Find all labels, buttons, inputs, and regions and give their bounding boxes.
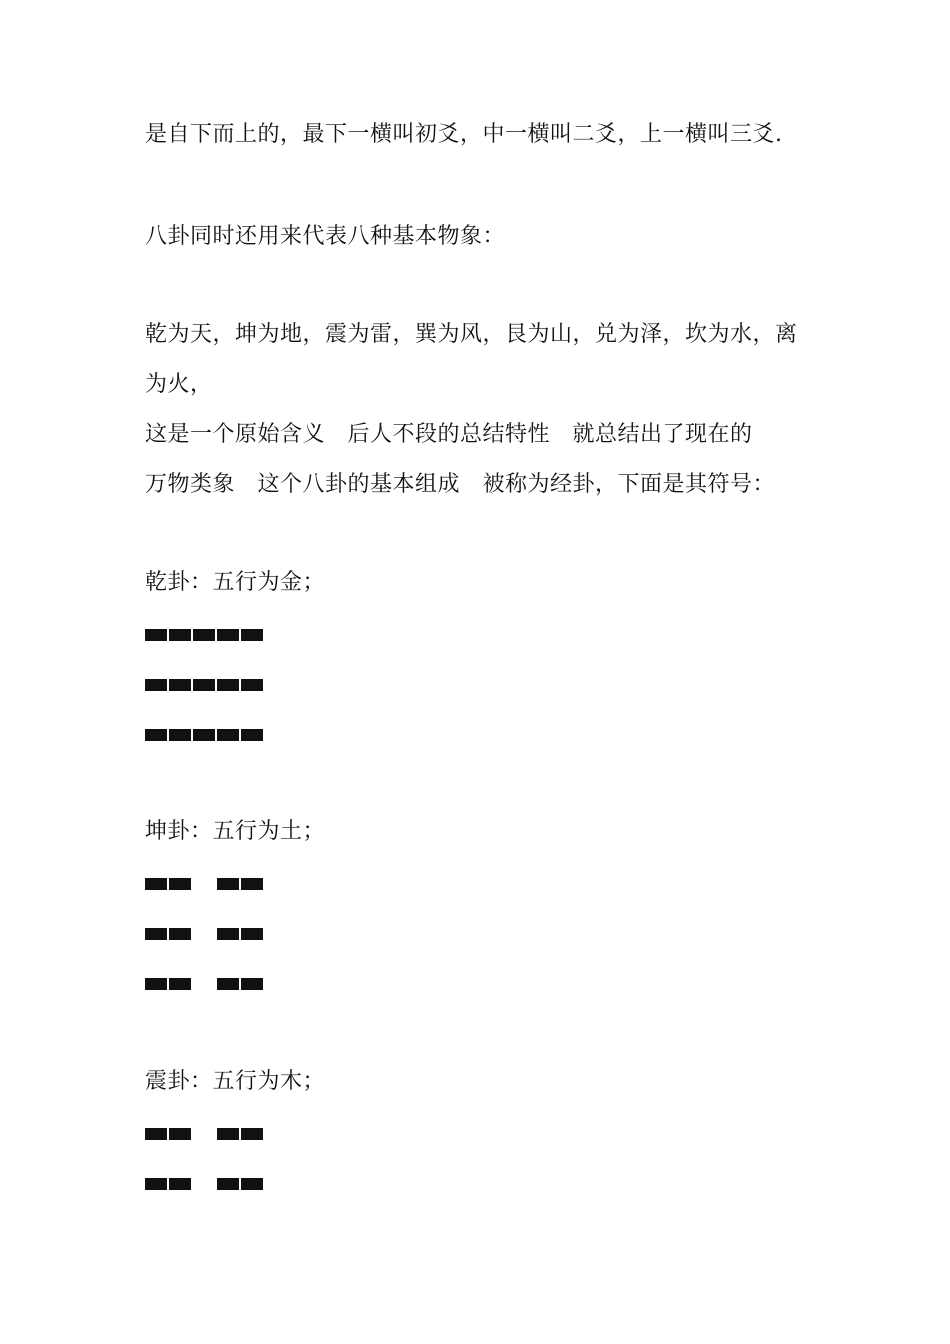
- yao-block: [145, 629, 167, 641]
- yao-block: [169, 629, 191, 641]
- yao-block: [169, 928, 191, 940]
- yao-block: [217, 729, 239, 741]
- yao-block: [241, 1178, 263, 1190]
- yao-block: [169, 1128, 191, 1140]
- paragraph-origin-line-1: 这是一个原始含义 后人不段的总结特性 就总结出了现在的: [145, 422, 753, 447]
- paragraph-origin-line-2: 万物类象 这个八卦的基本组成 被称为经卦，下面是其符号：: [145, 472, 776, 497]
- trigram-qian-line-2: [145, 679, 263, 691]
- yao-block: [145, 978, 167, 990]
- yao-block: [241, 729, 263, 741]
- yao-block: [241, 978, 263, 990]
- paragraph-yao-order: 是自下而上的，最下一横叫初爻，中一横叫二爻，上一横叫三爻.: [145, 122, 783, 147]
- yao-block: [169, 1178, 191, 1190]
- yao-block: [169, 878, 191, 890]
- yao-block: [241, 629, 263, 641]
- trigram-kun-line-2: [145, 928, 263, 940]
- yao-block: [241, 928, 263, 940]
- yao-block: [217, 978, 239, 990]
- trigram-kun-heading: 坤卦：五行为土；: [145, 819, 326, 844]
- yao-block: [217, 1178, 239, 1190]
- yao-block: [169, 978, 191, 990]
- yao-block: [217, 679, 239, 691]
- trigram-qian-line-1: [145, 629, 263, 641]
- yao-block: [145, 1128, 167, 1140]
- trigram-zhen-line-2: [145, 1178, 263, 1190]
- yao-block: [145, 1178, 167, 1190]
- trigram-kun-line-3: [145, 978, 263, 990]
- yao-block: [217, 878, 239, 890]
- yao-block: [169, 729, 191, 741]
- trigram-zhen-line-1: [145, 1128, 263, 1140]
- yao-block: [145, 878, 167, 890]
- paragraph-eight-images-intro: 八卦同时还用来代表八种基本物象：: [145, 224, 506, 249]
- yao-block: [145, 729, 167, 741]
- trigram-zhen-heading: 震卦：五行为木；: [145, 1069, 326, 1094]
- paragraph-images-list-line-2: 为火，: [145, 372, 213, 397]
- yao-block: [241, 878, 263, 890]
- yao-block: [193, 729, 215, 741]
- yao-block: [217, 1128, 239, 1140]
- yao-block: [145, 679, 167, 691]
- yao-block: [193, 629, 215, 641]
- yao-block: [217, 629, 239, 641]
- yao-block: [145, 928, 167, 940]
- yao-block: [217, 928, 239, 940]
- trigram-qian-line-3: [145, 729, 263, 741]
- trigram-qian-heading: 乾卦：五行为金；: [145, 570, 326, 595]
- yao-block: [169, 679, 191, 691]
- yao-block: [193, 679, 215, 691]
- paragraph-images-list-line-1: 乾为天，坤为地，震为雷，巽为风，艮为山，兑为泽，坎为水，离: [145, 322, 798, 347]
- yao-block: [241, 1128, 263, 1140]
- trigram-kun-line-1: [145, 878, 263, 890]
- yao-block: [241, 679, 263, 691]
